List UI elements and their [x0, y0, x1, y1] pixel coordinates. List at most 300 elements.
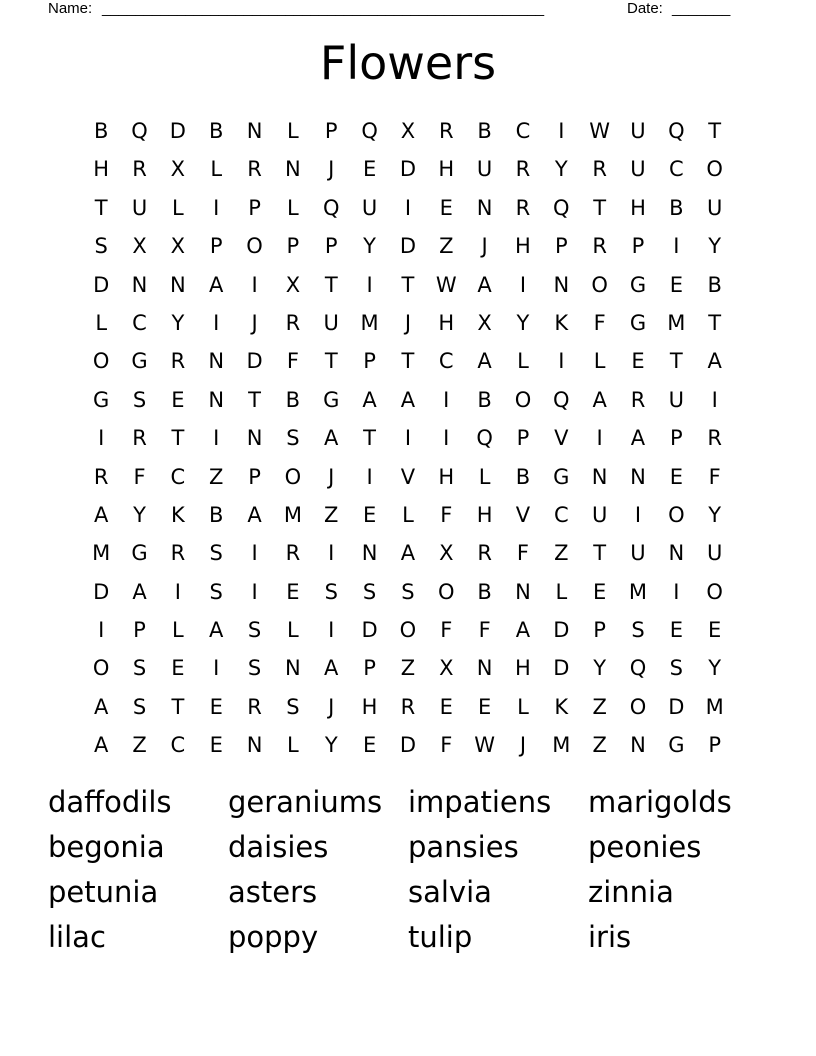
grid-letter: I	[98, 426, 105, 451]
grid-letter: A	[93, 502, 109, 527]
grid-letter: B	[285, 387, 301, 412]
grid-letter: H	[361, 694, 378, 719]
grid-letter: E	[209, 694, 223, 719]
grid-letter: B	[669, 195, 684, 220]
grid-row	[82, 419, 734, 457]
grid-row	[82, 227, 734, 265]
grid-letter: N	[246, 426, 263, 451]
grid-letter: O	[284, 464, 302, 489]
grid-letter: I	[98, 618, 105, 643]
grid-letter: F	[440, 502, 453, 527]
grid-letter: R	[707, 426, 722, 451]
grid-letter: E	[439, 694, 453, 719]
grid-letter: Z	[400, 656, 416, 681]
grid-letter: R	[285, 541, 301, 566]
grid-letter: A	[209, 272, 224, 297]
grid-letter: S	[631, 618, 645, 643]
grid-letter: Q	[361, 119, 378, 143]
grid-letter: N	[668, 541, 685, 566]
grid-letter: H	[438, 464, 455, 489]
grid-letter: N	[208, 387, 225, 412]
grid-letter: A	[515, 618, 531, 643]
name-blank-line: _____________________________________________________	[102, 0, 545, 17]
grid-letter: A	[400, 387, 416, 412]
grid-letter: I	[404, 195, 412, 220]
grid-letter: J	[251, 310, 258, 335]
grid-letter: Z	[132, 733, 147, 758]
grid-letter: X	[439, 656, 454, 681]
grid-letter: X	[132, 234, 147, 259]
grid-letter: S	[132, 387, 147, 412]
grid-letter: C	[438, 349, 454, 374]
grid-letter: I	[443, 387, 450, 412]
grid-letter: I	[673, 579, 680, 604]
grid-letter: A	[93, 733, 109, 758]
grid-letter: R	[132, 157, 147, 182]
grid-letter: E	[593, 579, 607, 604]
grid-letter: O	[399, 618, 417, 643]
grid-letter: U	[361, 195, 378, 220]
grid-letter: P	[324, 234, 338, 259]
name-label: Name:	[48, 0, 93, 17]
grid-letter: S	[669, 656, 683, 681]
grid-row	[82, 688, 734, 726]
grid-letter: I	[443, 426, 450, 451]
grid-row	[82, 726, 734, 764]
grid-letter: F	[478, 618, 491, 643]
grid-letter: M	[92, 541, 111, 566]
grid-letter: B	[208, 119, 224, 143]
grid-letter: C	[668, 157, 684, 182]
grid-letter: Q	[629, 656, 647, 681]
grid-letter: R	[170, 349, 186, 374]
grid-letter: X	[400, 119, 416, 143]
grid-letter: J	[328, 157, 335, 182]
grid-letter: N	[630, 733, 646, 758]
grid-letter: U	[630, 157, 646, 182]
grid-letter: T	[669, 349, 683, 374]
grid-letter: B	[515, 464, 531, 489]
grid-letter: P	[324, 119, 338, 143]
grid-letter: Y	[516, 310, 530, 335]
grid-letter: S	[286, 694, 300, 719]
grid-letter: P	[248, 195, 261, 220]
grid-letter: Y	[708, 234, 722, 259]
grid-letter: S	[247, 618, 262, 643]
grid-letter: L	[478, 464, 491, 489]
grid-letter: R	[592, 157, 607, 182]
grid-letter: U	[476, 157, 493, 182]
grid-letter: P	[708, 733, 721, 758]
word-bank-item: salvia	[408, 875, 492, 909]
grid-letter: F	[516, 541, 529, 566]
grid-letter: Y	[708, 502, 722, 527]
grid-letter: U	[591, 502, 608, 527]
grid-row	[82, 150, 734, 188]
grid-letter: Q	[131, 119, 148, 143]
word-bank-item: daisies	[228, 830, 329, 864]
grid-letter: U	[131, 195, 148, 220]
grid-letter: P	[133, 618, 146, 643]
grid-letter: B	[477, 387, 492, 412]
grid-letter: A	[362, 387, 377, 412]
grid-letter: R	[515, 195, 531, 220]
word-bank-item: pansies	[408, 830, 519, 864]
grid-letter: Z	[324, 502, 339, 527]
grid-letter: A	[209, 618, 224, 643]
grid-letter: O	[629, 694, 647, 719]
grid-letter: Q	[668, 119, 685, 143]
grid-letter: I	[213, 426, 220, 451]
grid-letter: L	[402, 502, 414, 527]
date-blank-line: _______	[672, 0, 731, 17]
word-bank-item: lilac	[48, 920, 106, 954]
grid-letter: E	[439, 195, 453, 220]
grid-letter: P	[286, 234, 300, 259]
grid-letter: P	[593, 618, 606, 643]
grid-letter: O	[92, 349, 110, 374]
grid-letter: S	[209, 541, 223, 566]
grid-letter: C	[170, 733, 186, 758]
grid-row	[82, 381, 734, 419]
grid-letter: Y	[554, 157, 568, 182]
grid-letter: R	[132, 426, 147, 451]
grid-letter: C	[515, 119, 531, 143]
grid-letter: S	[132, 656, 147, 681]
grid-letter: A	[477, 272, 492, 297]
grid-letter: H	[476, 502, 493, 527]
grid-letter: A	[93, 694, 109, 719]
grid-letter: F	[708, 464, 721, 489]
grid-letter: M	[628, 579, 648, 604]
grid-row	[82, 534, 734, 572]
letter-grid	[82, 112, 734, 765]
grid-letter: I	[634, 502, 642, 527]
grid-letter: A	[132, 579, 147, 604]
grid-letter: I	[213, 195, 220, 220]
grid-letter: Y	[593, 656, 607, 681]
grid-letter: M	[705, 694, 724, 719]
word-bank-item: daffodils	[48, 785, 172, 819]
grid-letter: A	[324, 426, 339, 451]
grid-letter: X	[170, 157, 186, 182]
grid-letter: A	[707, 349, 722, 374]
grid-letter: T	[401, 349, 415, 374]
grid-letter: Y	[171, 310, 185, 335]
grid-letter: W	[589, 119, 611, 143]
grid-letter: G	[668, 733, 685, 758]
grid-letter: G	[323, 387, 340, 412]
grid-letter: N	[476, 195, 493, 220]
grid-letter: N	[630, 464, 646, 489]
grid-letter: D	[169, 119, 186, 143]
grid-letter: G	[553, 464, 570, 489]
grid-letter: I	[174, 579, 181, 604]
grid-letter: E	[631, 349, 645, 374]
grid-letter: R	[477, 541, 492, 566]
grid-letter: P	[363, 656, 376, 681]
grid-letter: N	[591, 464, 608, 489]
grid-letter: B	[208, 502, 224, 527]
grid-letter: L	[517, 349, 529, 374]
grid-letter: H	[93, 157, 110, 182]
grid-letter: P	[248, 464, 261, 489]
grid-letter: S	[94, 234, 108, 259]
grid-letter: S	[401, 579, 415, 604]
grid-letter: N	[170, 272, 186, 297]
grid-letter: V	[400, 464, 416, 489]
grid-letter: N	[246, 119, 263, 143]
grid-letter: I	[366, 272, 373, 297]
grid-letter: L	[555, 579, 568, 604]
grid-letter: M	[552, 733, 571, 758]
grid-letter: Q	[553, 387, 570, 412]
grid-letter: A	[247, 502, 262, 527]
grid-row	[82, 266, 734, 304]
grid-letter: E	[171, 387, 185, 412]
grid-letter: R	[515, 157, 531, 182]
grid-letter: W	[435, 272, 457, 297]
grid-letter: W	[474, 733, 495, 758]
grid-row	[82, 573, 734, 611]
grid-letter: J	[328, 694, 335, 719]
grid-letter: N	[246, 733, 263, 758]
word-bank-item: peonies	[588, 830, 702, 864]
grid-letter: U	[630, 119, 646, 143]
grid-letter: D	[553, 618, 570, 643]
grid-letter: D	[668, 694, 685, 719]
grid-letter: I	[213, 310, 220, 335]
grid-letter: E	[669, 272, 683, 297]
grid-letter: G	[93, 387, 110, 412]
grid-letter: I	[251, 541, 258, 566]
grid-letter: S	[209, 579, 223, 604]
grid-letter: N	[476, 656, 493, 681]
grid-letter: N	[361, 541, 378, 566]
grid-letter: N	[285, 656, 301, 681]
grid-letter: R	[93, 464, 109, 489]
grid-letter: S	[362, 579, 377, 604]
grid-letter: E	[362, 157, 377, 182]
grid-letter: N	[285, 157, 301, 182]
grid-letter: T	[324, 272, 338, 297]
grid-letter: I	[596, 426, 603, 451]
grid-row	[82, 496, 734, 534]
grid-letter: Z	[592, 694, 607, 719]
grid-letter: Z	[592, 733, 607, 758]
grid-letter: N	[131, 272, 148, 297]
grid-row	[82, 649, 734, 687]
grid-letter: H	[515, 656, 531, 681]
grid-letter: X	[170, 234, 186, 259]
grid-letter: A	[592, 387, 607, 412]
grid-letter: Q	[553, 195, 570, 220]
grid-letter: T	[593, 195, 607, 220]
grid-letter: D	[399, 157, 416, 182]
grid-letter: Z	[209, 464, 224, 489]
word-bank	[48, 780, 788, 960]
grid-letter: L	[517, 694, 529, 719]
grid-letter: N	[515, 579, 531, 604]
grid-letter: L	[287, 119, 299, 143]
word-bank-item: marigolds	[588, 785, 732, 819]
grid-letter: L	[95, 310, 108, 335]
grid-letter: L	[287, 733, 299, 758]
grid-letter: E	[362, 502, 377, 527]
grid-letter: U	[630, 541, 646, 566]
grid-row	[82, 304, 734, 342]
grid-letter: T	[401, 272, 415, 297]
grid-letter: T	[708, 119, 722, 143]
grid-letter: X	[285, 272, 301, 297]
grid-letter: U	[706, 541, 723, 566]
grid-letter: N	[553, 272, 570, 297]
grid-letter: U	[668, 387, 685, 412]
word-bank-item: tulip	[408, 920, 473, 954]
word-bank-item: petunia	[48, 875, 159, 909]
grid-letter: Q	[322, 195, 340, 220]
grid-letter: G	[131, 541, 148, 566]
grid-row	[82, 342, 734, 380]
grid-letter: D	[399, 234, 416, 259]
grid-letter: L	[593, 349, 606, 374]
grid-letter: A	[324, 656, 339, 681]
grid-letter: G	[131, 349, 148, 374]
date-label: Date:	[627, 0, 663, 17]
grid-letter: S	[247, 656, 262, 681]
grid-letter: R	[170, 541, 186, 566]
grid-letter: Y	[363, 234, 376, 259]
header	[48, 0, 748, 20]
page-title: Flowers	[319, 36, 497, 90]
grid-letter: C	[553, 502, 569, 527]
grid-row	[82, 189, 734, 227]
grid-letter: T	[171, 426, 185, 451]
grid-letter: U	[323, 310, 339, 335]
grid-letter: U	[706, 195, 723, 220]
grid-letter: I	[558, 349, 565, 374]
grid-letter: M	[667, 310, 686, 335]
grid-letter: X	[439, 541, 454, 566]
grid-letter: F	[286, 349, 299, 374]
grid-letter: T	[708, 310, 722, 335]
grid-letter: T	[324, 349, 338, 374]
grid-letter: J	[481, 234, 488, 259]
grid-letter: F	[593, 310, 606, 335]
grid-letter: Q	[476, 426, 493, 451]
grid-letter: R	[400, 694, 416, 719]
word-bank-item: zinnia	[588, 875, 674, 909]
grid-letter: I	[251, 579, 258, 604]
grid-letter: P	[516, 426, 530, 451]
grid-letter: A	[630, 426, 646, 451]
grid-letter: A	[400, 541, 416, 566]
grid-letter: G	[629, 310, 647, 335]
grid-letter: D	[93, 579, 110, 604]
word-bank-item: impatiens	[408, 785, 552, 819]
grid-letter: Z	[554, 541, 569, 566]
grid-letter: B	[477, 579, 492, 604]
grid-letter: H	[630, 195, 646, 220]
grid-letter: P	[554, 234, 568, 259]
grid-letter: R	[630, 387, 646, 412]
grid-letter: G	[629, 272, 647, 297]
grid-letter: P	[631, 234, 645, 259]
grid-letter: O	[706, 579, 723, 604]
grid-letter: R	[247, 157, 262, 182]
grid-letter: D	[553, 656, 570, 681]
grid-letter: I	[711, 387, 718, 412]
grid-letter: O	[246, 234, 263, 259]
grid-letter: S	[286, 426, 300, 451]
grid-letter: J	[519, 733, 527, 758]
grid-letter: L	[287, 618, 299, 643]
grid-letter: S	[324, 579, 338, 604]
grid-letter: E	[669, 464, 683, 489]
grid-letter: R	[592, 234, 607, 259]
grid-row	[82, 611, 734, 649]
grid-row	[82, 458, 734, 496]
grid-letter: Y	[133, 502, 146, 527]
grid-letter: N	[208, 349, 225, 374]
grid-letter: F	[440, 733, 453, 758]
grid-letter: B	[477, 119, 492, 143]
grid-letter: D	[361, 618, 378, 643]
grid-letter: I	[519, 272, 527, 297]
grid-letter: K	[554, 310, 569, 335]
word-bank-item: asters	[228, 875, 318, 909]
grid-letter: L	[210, 157, 223, 182]
grid-letter: F	[440, 618, 453, 643]
grid-letter: I	[328, 541, 335, 566]
grid-letter: L	[287, 195, 299, 220]
grid-letter: T	[593, 541, 607, 566]
grid-letter: O	[438, 579, 455, 604]
grid-letter: E	[171, 656, 185, 681]
grid-letter: P	[209, 234, 223, 259]
grid-letter: O	[706, 157, 723, 182]
grid-letter: I	[213, 656, 220, 681]
grid-letter: E	[708, 618, 722, 643]
grid-letter: I	[404, 426, 412, 451]
grid-letter: R	[285, 310, 301, 335]
grid-letter: P	[363, 349, 376, 374]
grid-letter: D	[399, 733, 416, 758]
grid-letter: J	[404, 310, 412, 335]
grid-letter: T	[363, 426, 376, 451]
grid-letter: Z	[439, 234, 454, 259]
grid-letter: B	[707, 272, 722, 297]
grid-letter: D	[93, 272, 110, 297]
grid-letter: C	[132, 310, 147, 335]
grid-letter: I	[251, 272, 258, 297]
grid-letter: I	[673, 234, 680, 259]
grid-letter: M	[360, 310, 379, 335]
grid-letter: I	[558, 119, 565, 143]
grid-letter: B	[93, 119, 109, 143]
grid-letter: R	[247, 694, 262, 719]
grid-letter: T	[171, 694, 185, 719]
grid-letter: D	[246, 349, 263, 374]
grid-letter: E	[477, 694, 492, 719]
grid-letter: V	[515, 502, 531, 527]
grid-letter: E	[286, 579, 300, 604]
grid-letter: L	[172, 618, 184, 643]
grid-row	[82, 112, 734, 150]
grid-letter: L	[172, 195, 184, 220]
grid-letter: O	[591, 272, 608, 297]
grid-letter: M	[283, 502, 302, 527]
